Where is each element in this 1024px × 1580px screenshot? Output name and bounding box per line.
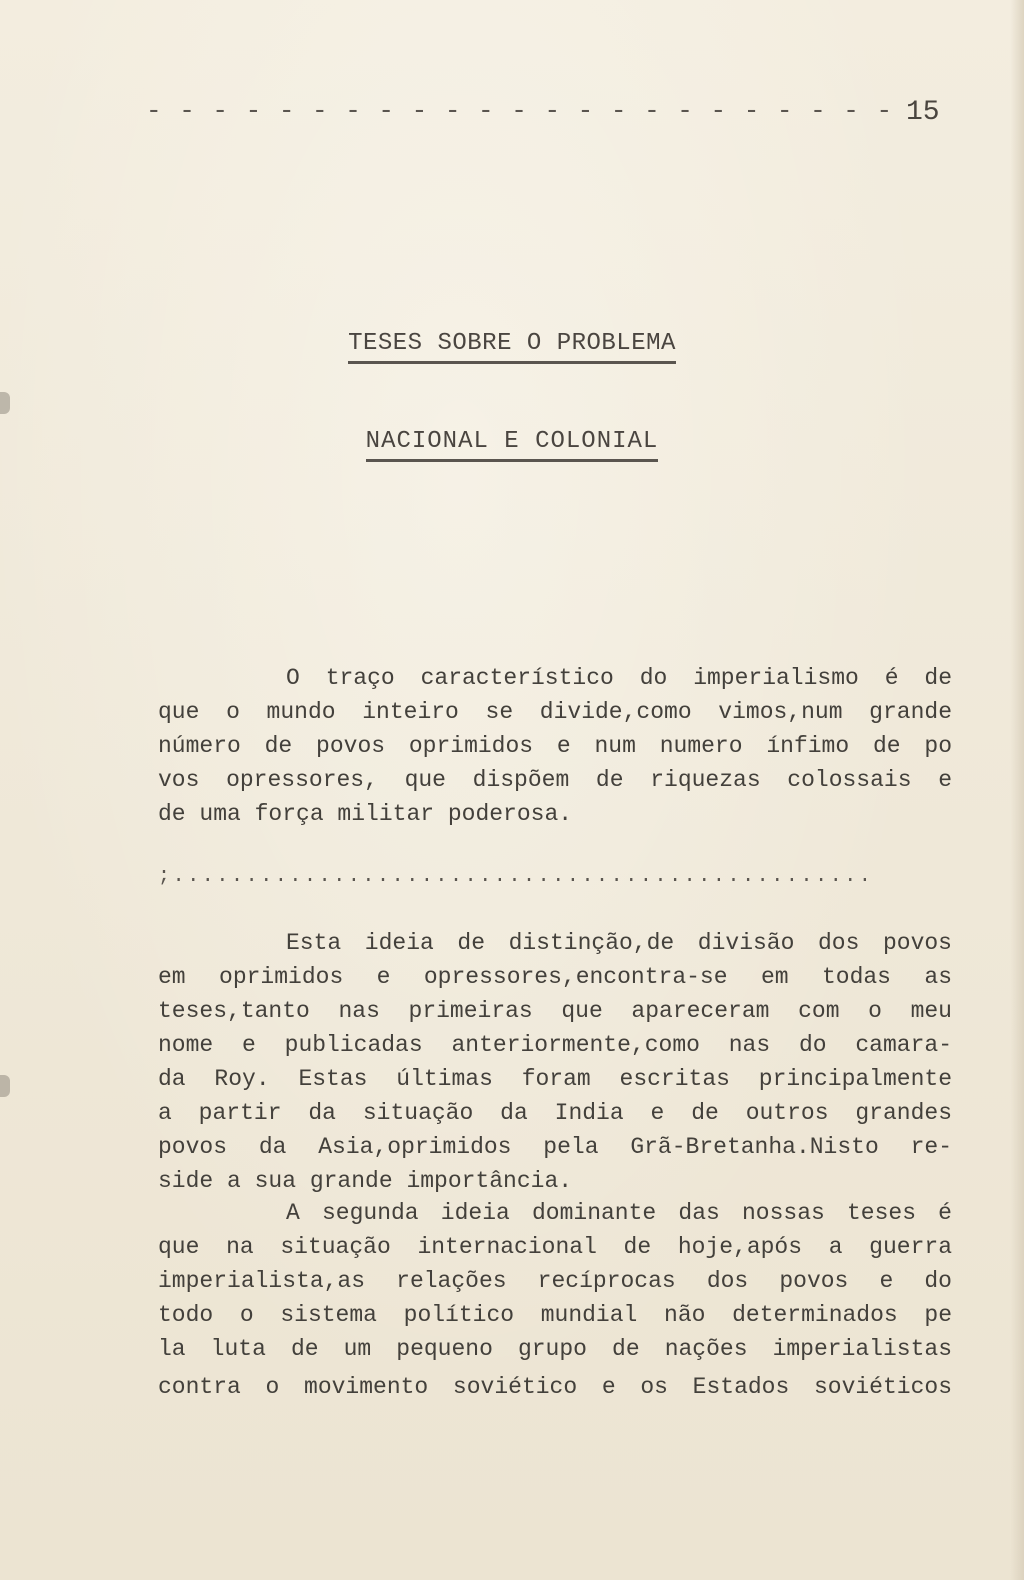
text-line: la luta de um pequeno grupo de nações imperialistas <box>158 1336 952 1362</box>
text-line: teses,tanto nas primeiras que apareceram com o meu <box>158 998 952 1024</box>
edge-mark <box>0 392 10 414</box>
text-line: da Roy. Estas últimas foram escritas principalmente <box>158 1066 952 1092</box>
text-line: povos da Asia,oprimidos pela Grã-Bretanha.Nisto re- <box>158 1134 952 1160</box>
dotted-separator: ;................................................ <box>158 865 874 888</box>
text-line: side a sua grande importância. <box>158 1168 573 1194</box>
text-line: todo o sistema político mundial não determinados pe <box>158 1302 952 1328</box>
paragraph-3 <box>158 1196 952 1404</box>
header-dash-rule: - - - - - - - - - - - - - - - - - - - - - - - <box>146 96 894 126</box>
text-line: que na situação internacional de hoje,após a guerra <box>158 1234 952 1260</box>
title-text: NACIONAL E COLONIAL <box>366 428 659 462</box>
text-line: de uma força militar poderosa. <box>158 801 573 827</box>
text-line: O traço característico do imperialismo é de <box>286 665 952 691</box>
text-line: vos opressores, que dispõem de riquezas colossais e <box>158 767 952 793</box>
text-line: que o mundo inteiro se divide,como vimos,num grande <box>158 699 952 725</box>
text-line: Esta ideia de distinção,de divisão dos povos <box>286 930 952 956</box>
text-line: A segunda ideia dominante das nossas teses é <box>286 1200 952 1226</box>
text-line: número de povos oprimidos e num numero ínfimo de po <box>158 733 952 759</box>
title-text: TESES SOBRE O PROBLEMA <box>348 330 676 364</box>
text-line: nome e publicadas anteriormente,como nas do camara- <box>158 1032 952 1058</box>
title-line-1 <box>0 330 1024 364</box>
text-line: imperialista,as relações recíprocas dos povos e do <box>158 1268 952 1294</box>
edge-mark <box>0 1075 10 1097</box>
text-line: contra o movimento soviético e os Estados soviéticos <box>158 1374 952 1400</box>
text-line: a partir da situação da India e de outros grandes <box>158 1100 952 1126</box>
title-line-2 <box>0 428 1024 462</box>
page-number: 15 <box>906 97 940 128</box>
paragraph-1 <box>158 661 952 831</box>
paragraph-2 <box>158 926 952 1198</box>
text-line: em oprimidos e opressores,encontra-se em todas as <box>158 964 952 990</box>
